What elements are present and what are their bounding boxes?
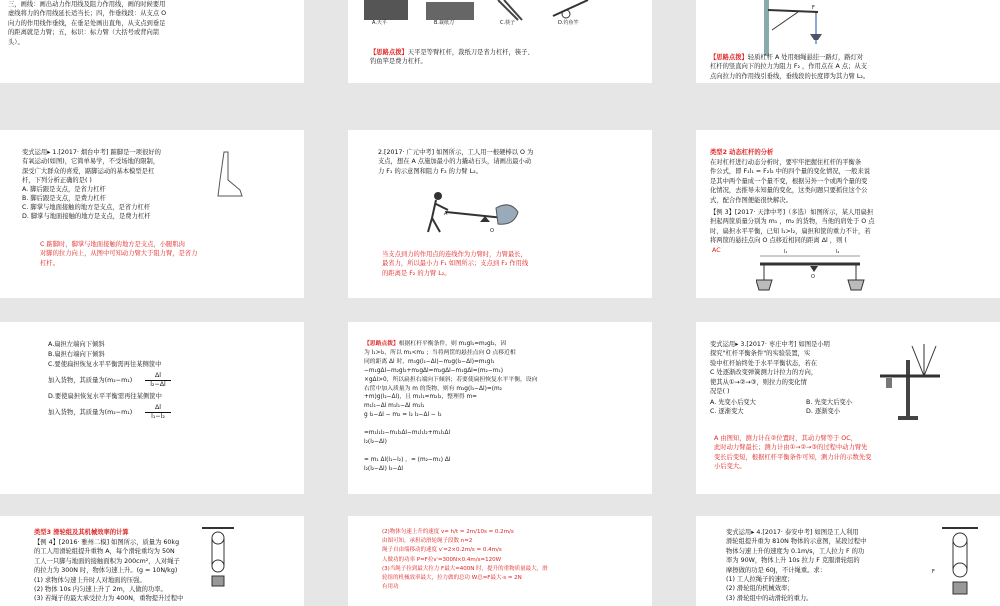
solution-text: (2)物体匀速上升的速度 v= h/t = 2m/10s = 0.2m/s 由图可知，承担动滑轮绳子段数 n=2 绳子自由端移动的速度 v′=2×0.2m/s = 0.4m/s 人做功的功率 P=F拉v′=300N×0.4m/s=120W (3)当绳子拉到最大拉力 F最大=400N 时，提升的重物质量最大，滑 轮组的机械效率最大，拉力做的总功 W总=F最大·s = 2N 有用功 [382,529,548,591]
type-title [710,148,773,157]
example-text: 【例 4】[2016· 雅州二模] 如图所示，质量为 60kg 的工人用滑轮组提升重物 A，每个滑轮重均为 50N 工人一只脚与地面的接触面积为 200cm²，人对绳子 的拉力为 300N 时，物体匀速上升。(g = 10N/kg) (1) 求物体匀速上升时人对地面的压强。 (2) 物体 10s 内匀速上升了 2m，人做的功率。 (3) 若绳子的最大承受拉力为 400N，重物提升过程中 [34,539,184,603]
streetlamp-lever-figure [758,0,838,60]
type-title-text: 类型2 动态杠杆的分析 [710,149,774,156]
option-a: A. 先变小后变大 [710,399,756,406]
slide-12 [696,516,1000,606]
answer-text: C 踮脚时，脚掌与地面接触的地方是支点，小腿肌肉 对脚的拉力向上，从图中可知动力臂大于阻力臂，是省力 杠杆。 [40,241,198,267]
hint-text: 天平是等臂杠杆，裁纸刀是省力杠杆，筷子、 钓鱼竿是费力杠杆。 [370,49,534,66]
frac2-den: l₁−l₂ [151,413,165,420]
question-title: 变式运用▸ 3.[2017· 枣庄中考] 如图是小明 探究"杠杆平衡条件"的实验装置，实 验中杠杆始终处于水平平衡状态，若在 C 处逐渐改变弹簧测力计拉力的方向， 使其从①→②→③，则拉力的变化情 况是( ) [710,341,830,396]
question-title: 变式运用▸ 1.[2017· 烟台中考] 踮脚是一项很好的 有氧运动(如图)，它简单易学，不受场地的限制， 深受广大群众的喜爱，踮脚运动的基本模型是杠 杆，下列分析正确的是( ) [22,149,161,185]
option-c: C. 脚掌与地面接触的地方是支点，是省力杠杆 [22,204,151,211]
slide-3 [696,0,1000,83]
shoulder-pole-figure [756,250,866,294]
example-text: 【例 3】[2017· 天津中考]（多选）如图所示，某人用扁担 担起两筐质量分别为 m₁ ，m₂ 的货物，当他的肩处于 O 点 时，扁担水平平衡，已知 l₁>l₂，扁担和筐的重力不计，若 将两筐的悬挂点向 O 点移近相同的距离 Δl ，则 ( [710,209,875,245]
caption-c: C.筷子 [500,20,516,26]
hint [710,53,996,81]
slide-10 [0,516,304,606]
force-label: F [812,5,815,11]
option-d: D. 脚掌与地面接触的地方是支点，是费力杠杆 [22,213,151,220]
option-d: D.要使扁担恢复水平平衡需再往某侧筐中 [48,393,162,400]
slide-8 [348,322,652,494]
caption-d: D.钓鱼竿 [558,20,579,26]
slide-9 [696,322,1000,494]
label-l2: l₂ [836,249,840,255]
pulley-figure [940,526,980,606]
lever-figures [348,0,652,36]
option-b: B.扁担右端向下倾斜 [48,351,105,358]
slide-11 [348,516,652,606]
example-answer: AC [712,247,721,254]
hint-text: 轻质杠杆 A 处用细绳悬挂一路灯，路灯对 杠杆的竖直向下的拉力为阻力 F₂ ，作用点在 A 点；从支 点向拉力的作用线引垂线，垂线段的长度即为其力臂 L₂。 [710,54,870,80]
frac1-num: Δl [154,372,162,379]
slide-1 [0,0,304,83]
frac1-den: l₂−Δl [150,381,166,388]
option-d: D. 逐渐变小 [806,408,841,415]
hint-text: 根据杠杆平衡条件，则 m₁gl₁=m₂gl₂，因 为 l₁>l₂，所以 m₁<m₂ ；当将两筐的悬挂点向 O 点移近相 同的距离 Δl 时，m₁g(l₁−Δl)−m₂g(l₂−Δl)=m₁gl₁ −m₁gΔl−m₂gl₂+m₂gΔl=m₂gΔl−m₁gΔl=(m₂−m₁) ×gΔl>0，所以扁担右端向下倾斜；若要使扁担恢复水平平衡，设向 右筐中加入质量为 m 的货物，则有 m₁g(l₁−Δl)=(m₂ +m)g(l₂−Δl)，且 m₁l₁=m₂l₂，整理得 m= m₁l₁−Δl m₁l₁−Δl m₁l₁ g l₂−Δl − m₂ = l₂ l₂−Δl − l₂ =m₁l₁l₂−m₁l₂Δl−m₁l₁l₂+m₁l₁Δl l₂(l₂−Δl) = m₁ Δl(l₁−l₂) ，= (m₂−m₁) Δl l₂(l₂−Δl) l₂−Δl [364,341,538,472]
hint-tag: 【思路点拨】 [364,341,399,347]
answer-text: A 由图知，测力计在②位置时，其动力臂等于 OC， 此时动力臂最长；测力计由①→②→③的过程中动力臂先 变长后变短，根据杠杆平衡条件可知，测力计的示数先变 小后变大。 [714,435,872,471]
hint [370,48,640,67]
force-label: F [932,569,935,575]
question-title: 变式运用▸ 4.[2017· 泰安中考] 如图是工人利用 滑轮组提升重为 810N 物体的示意图，某段过程中 物体匀速上升的速度为 0.1m/s，工人拉力 F 的功 率为 90W，物体上升 10s 拉力 F 克服滑轮组的 摩擦做的功是 60J，不计绳重。求： (1) 工人拉绳子的速度； (2) 滑轮组的机械效率； (3) 滑轮组中的动滑轮的重力。 [726,529,867,602]
question-title: 2.[2017· 广元中考] 如图所示，工人用一根硬棒以 O 为 支点，想在 A 点施加最小的力撬动石头，请画出最小动 力 F₁ 的示意图和阻力 F₂ 的力臂 L₂。 [378,149,534,175]
option-c-formula: 加入货物，其质量为(m₂−m₁) [48,377,133,384]
pulley-figure [200,526,236,596]
slide-5 [348,130,652,298]
slide-2 [348,0,652,83]
type-title-text: 类型3 滑轮组及其机械效率的计算 [34,529,129,536]
hint-tag: 【思路点拨】 [370,49,408,56]
worker-crowbar-figure [418,186,538,236]
option-b: B. 脚后跟是支点，是费力杠杆 [22,195,106,202]
caption-b: B.裁纸刀 [434,20,455,26]
hint-tag: 【思路点拨】 [710,54,748,61]
option-a: A.扁担左端向下倾斜 [48,341,105,348]
option-c: C. 逐渐变大 [710,408,744,415]
option-c: C.要使扁担恢复水平平衡需再往某侧筐中 [48,361,162,368]
lever-experiment-figure [876,340,946,420]
frac2-num: Δl [154,404,162,411]
tiptoe-foot-figure [210,150,250,200]
body-text: 三，画线：画出动力作用线及阻力作用线，画的时候要用 虚线将力的作用线延长适当长；四，作垂线段：从支点 O 向力的作用线作垂线，在垂足处画出直角，从支点到垂足 的距离就是力臂；五，标识：标力臂（大括号或背向箭 头）。 [8,1,167,46]
answer-text: 当支点到力的作用点的连线作为力臂时，力臂最长， 最省力，所以最小力 F₁ 如图所示；支点到 F₂ 作用线 的距离是 F₂ 的力臂 L₂。 [382,251,529,277]
type-title [34,528,129,537]
option-b: B. 先变大后变小 [806,399,853,406]
point-label-a: A [444,211,448,217]
slide-4 [0,130,304,298]
hint [364,340,646,474]
pivot-label-o: O [490,228,494,234]
slide-7 [0,322,304,494]
caption-a: A.天平 [372,20,387,26]
option-d-formula: 加入货物，其质量为(m₂−m₁) [48,409,133,416]
label-o: O [811,274,815,280]
slide-6 [696,130,1000,298]
label-l1: l₁ [784,249,788,255]
intro-text: 在对杠杆进行动态分析时，要牢牢把握住杠杆的平衡条 件公式，即 F₁l₁ = F₂l₂ 中的四个量的变化情况，一般来说 是其中两个量成一个量不变，根据另外一个或两个量的变 化情况，去推导未知量的变化，这类问题只要抓住这个公 式，配合作图便能很快解决。 [710,159,871,204]
option-a: A. 脚后跟是支点，是省力杠杆 [22,186,106,193]
